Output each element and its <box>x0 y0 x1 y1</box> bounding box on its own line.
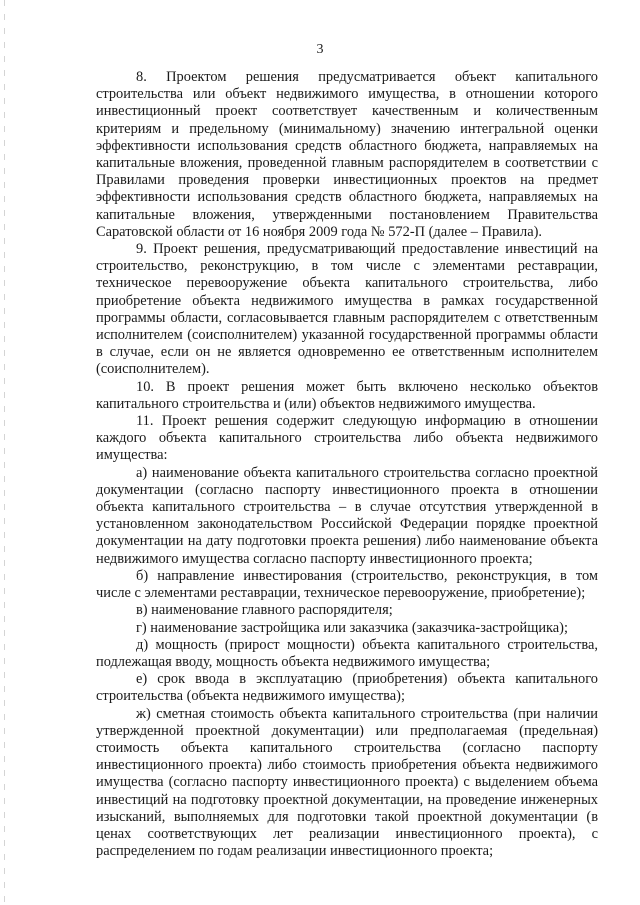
scan-edge-line <box>4 0 5 905</box>
paragraph-9: 9. Проект решения, предусматривающий предоставление инвестиций на строительство, реконструкцию, в том числе с элементами реставрации, техническое перевооружение объекта капитального строительства, либо приобретение объекта недвижимого имущества в рамках государственной программы области, согласовывается главным распорядителем с ответственным исполнителем (соисполнителем) указанной государственной программы области в случае, если он не является одновременно ее ответственным исполнителем (соисполнителем). <box>96 241 598 378</box>
subitem-g: г) наименование застройщика или заказчика (заказчика-застройщика); <box>136 619 568 636</box>
subitem-a: а) наименование объекта капитального строительства согласно проектной документации (согласно паспорту инвестиционного проекта в отношении объекта капитального строительства – в случае отсутствия утвержденной в установленном законодательством Российской Федерации порядке проектной документации на дату подготовки проекта решения) либо наименование объекта недвижимого имущества согласно паспорту инвестиционного проекта; <box>96 464 598 567</box>
document-body <box>96 69 598 860</box>
page-number: 3 <box>316 42 324 57</box>
subitem-v: в) наименование главного распорядителя; <box>136 602 393 619</box>
paragraph-11: 11. Проект решения содержит следующую информацию в отношении каждого объекта капитального строительства либо объекта недвижимого имущества: <box>96 413 598 464</box>
paragraph-10: 10. В проект решения может быть включено несколько объектов капитального строительства и (или) объектов недвижимого имущества. <box>96 378 598 412</box>
subitem-e: е) срок ввода в эксплуатацию (приобретения) объекта капитального строительства (объекта недвижимого имущества); <box>96 671 598 705</box>
paragraph-8: 8. Проектом решения предусматривается объект капитального строительства или объект недвижимого имущества, в отношении которого инвестиционный проект соответствует качественным и количественным критериям и предельному (минимальному) значению интегральной оценки эффективности использования средств областного бюджета, направляемых на капитальные вложения, проведенной главным распорядителем в соответствии с Правилами проведения проверки инвестиционных проектов на предмет эффективности использования средств областного бюджета, направляемых на капитальные вложения, утвержденными постановлением Правительства Саратовской области от 16 ноября 2009 года № 572-П (далее – Правила). <box>96 69 598 240</box>
subitem-d: д) мощность (прирост мощности) объекта капитального строительства, подлежащая вводу, мощность объекта недвижимого имущества; <box>96 636 598 670</box>
subitem-b: б) направление инвестирования (строительство, реконструкция, в том числе с элементами реставрации, техническое перевооружение, приобретение); <box>96 567 598 602</box>
subitem-zh: ж) сметная стоимость объекта капитального строительства (при наличии утвержденной проектной документации) или предполагаемая (предельная) стоимость объекта капитального строительства (согласно паспорту инвестиционного проекта) либо стоимость приобретения объекта недвижимого имущества (согласно паспорту инвестиционного проекта) с выделением объема инвестиций на подготовку проектной документации, на проведение инженерных изысканий, выполняемых для подготовки такой проектной документации (в ценах соответствующих лет реализации инвестиционного проекта), с распределением по годам реализации инвестиционного проекта; <box>96 705 598 860</box>
